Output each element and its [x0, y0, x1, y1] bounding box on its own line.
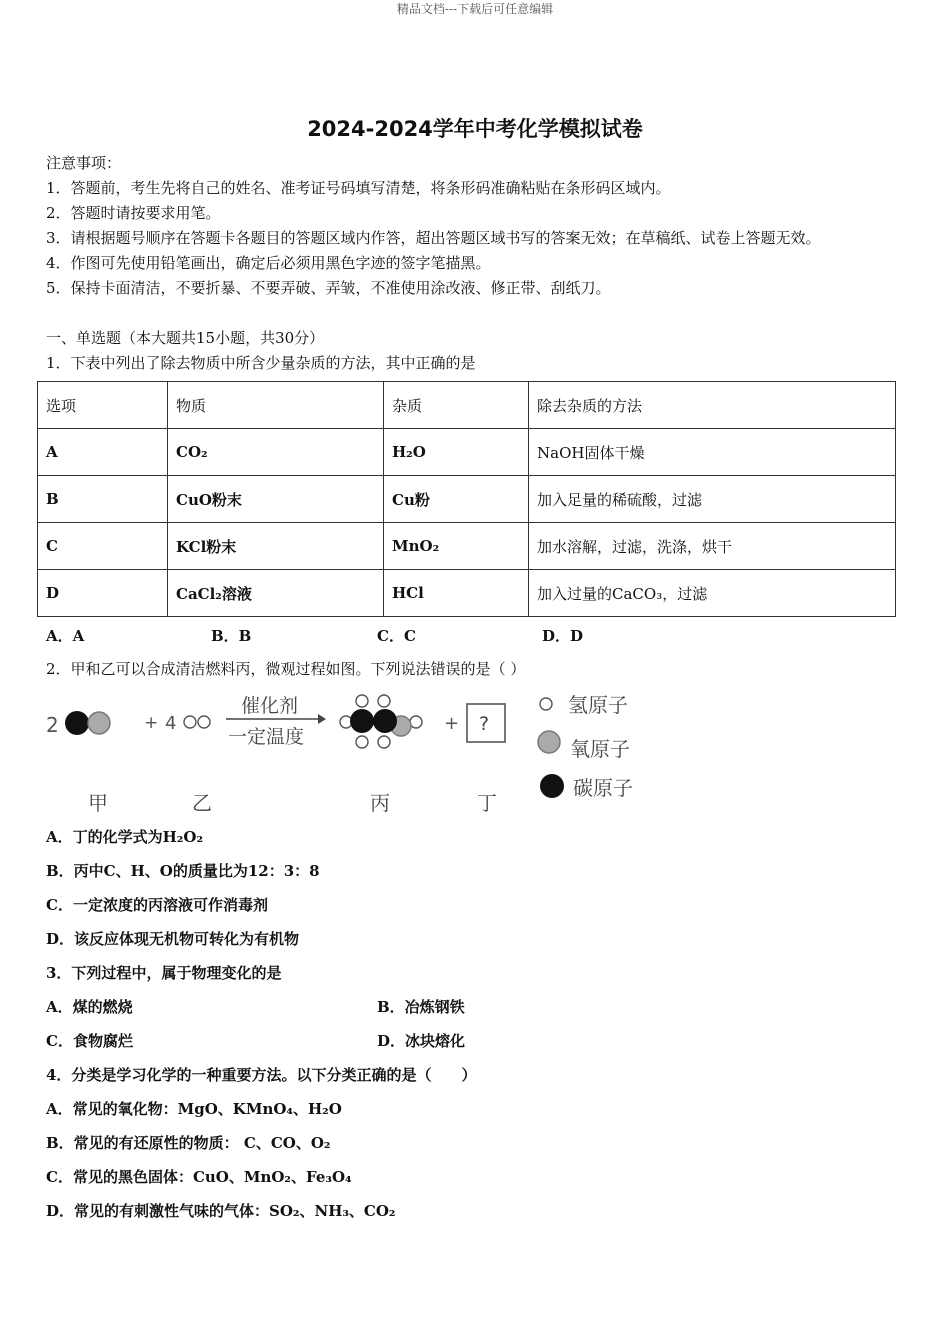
- header-note: 精品文档---下载后可任意编辑: [396, 2, 554, 16]
- table-header-cell: 选项: [38, 382, 168, 429]
- label-yi: 乙: [192, 791, 212, 815]
- table-row: [38, 570, 896, 617]
- legend-oxygen-label: 氧原子: [570, 737, 630, 761]
- q4-option-d: D．常见的有刺激性气味的气体：SO₂、NH₃、CO₂: [46, 1202, 396, 1220]
- hydrogen-atom: [410, 716, 422, 728]
- table-cell: HCl: [384, 570, 529, 617]
- condition-label: 一定温度: [228, 726, 305, 748]
- q2-option-b: B．丙中C、H、O的质量比为12：3：8: [46, 862, 320, 880]
- q2-option-a: A．丁的化学式为H₂O₂: [46, 828, 204, 846]
- q4-option-a: A．常见的氧化物：MgO、KMnO₄、H₂O: [46, 1100, 342, 1118]
- table-cell: B: [38, 476, 168, 523]
- q4-option-c: C．常见的黑色固体：CuO、MnO₂、Fe₃O₄: [46, 1168, 352, 1186]
- table-header-cell: 除去杂质的方法: [529, 382, 896, 429]
- legend-oxygen-icon: [538, 731, 560, 753]
- notice-item: 1．答题前，考生先将自己的姓名、准考证号码填写清楚，将条形码准确粘贴在条形码区域内。: [46, 179, 671, 197]
- carbon-atom: [65, 711, 89, 735]
- hydrogen-atom: [378, 736, 390, 748]
- hydrogen-atom: [198, 716, 210, 728]
- arrow-head-icon: [318, 714, 326, 724]
- q3-option-c: C．食物腐烂: [46, 1032, 133, 1050]
- table-row: [38, 523, 896, 570]
- carbon-atom: [350, 709, 374, 733]
- label-bing: 丙: [370, 791, 390, 815]
- catalyst-label: 催化剂: [241, 695, 299, 717]
- table-cell: H₂O: [384, 429, 529, 476]
- q2-option-c: C．一定浓度的丙溶液可作消毒剂: [46, 896, 268, 914]
- plus-sign: +: [144, 713, 159, 733]
- q2-stem: 2．甲和乙可以合成清洁燃料丙，微观过程如图。下列说法错误的是（ ）: [46, 660, 526, 678]
- table-cell: NaOH固体干燥: [529, 429, 896, 476]
- page-title: 2024-2024学年中考化学模拟试卷: [307, 117, 643, 141]
- legend-hydrogen-label: 氢原子: [568, 693, 628, 717]
- notice-heading: 注意事项：: [46, 154, 122, 172]
- table-cell: MnO₂: [384, 523, 529, 570]
- legend-carbon-icon: [540, 774, 564, 798]
- section-heading: 一、单选题（本大题共15小题，共30分）: [46, 329, 325, 347]
- legend-carbon-label: 碳原子: [573, 776, 633, 800]
- q2-reaction-diagram: [40, 688, 650, 818]
- carbon-atom: [373, 709, 397, 733]
- table-header-row: [38, 382, 896, 429]
- table-cell: 加入足量的稀硫酸，过滤: [529, 476, 896, 523]
- notice-item: 2．答题时请按要求用笔。: [46, 204, 221, 222]
- coef-yi: 4: [165, 713, 177, 734]
- notice-item: 3．请根据题号顺序在答题卡各题目的答题区域内作答，超出答题区域书写的答案无效；在草稿纸、试卷上答题无效。: [46, 229, 821, 247]
- notice-item: 4．作图可先使用铅笔画出，确定后必须用黑色字迹的签字笔描黑。: [46, 254, 491, 272]
- table-cell: CO₂: [168, 429, 384, 476]
- coef-jia: 2: [46, 713, 59, 737]
- hydrogen-atom: [378, 695, 390, 707]
- hydrogen-atom: [356, 695, 368, 707]
- q1-option-a: A．A: [46, 627, 85, 645]
- plus-sign: +: [444, 713, 460, 734]
- q3-option-d: D．冰块熔化: [377, 1032, 466, 1050]
- q3-stem: 3．下列过程中，属于物理变化的是: [46, 964, 282, 982]
- hydrogen-atom: [184, 716, 196, 728]
- q4-stem: 4．分类是学习化学的一种重要方法。以下分类正确的是（ ）: [46, 1066, 477, 1084]
- table-row: [38, 476, 896, 523]
- table-header-cell: 杂质: [384, 382, 529, 429]
- q3-option-a: A．煤的燃烧: [46, 998, 133, 1016]
- label-jia: 甲: [88, 791, 108, 815]
- table-cell: KCl粉末: [168, 523, 384, 570]
- q4-option-b: B．常见的有还原性的物质： C、CO、O₂: [46, 1134, 331, 1152]
- table-cell: D: [38, 570, 168, 617]
- table-cell: A: [38, 429, 168, 476]
- q1-stem: 1．下表中列出了除去物质中所含少量杂质的方法，其中正确的是: [46, 354, 476, 372]
- hydrogen-atom: [356, 736, 368, 748]
- oxygen-atom: [88, 712, 110, 734]
- table-cell: C: [38, 523, 168, 570]
- table-row: [38, 429, 896, 476]
- table-cell: 加入过量的CaCO₃，过滤: [529, 570, 896, 617]
- q3-option-b: B．冶炼钢铁: [377, 998, 465, 1016]
- q1-option-c: C．C: [377, 627, 416, 645]
- q1-option-b: B．B: [211, 627, 252, 645]
- table-cell: CaCl₂溶液: [168, 570, 384, 617]
- legend-hydrogen-icon: [540, 698, 552, 710]
- notice-item: 5．保持卡面清洁，不要折暴、不要弄破、弄皱，不准使用涂改液、修正带、刮纸刀。: [46, 279, 611, 297]
- q1-option-d: D．D: [542, 627, 584, 645]
- table-cell: Cu粉: [384, 476, 529, 523]
- unknown-product: ?: [479, 713, 490, 735]
- table-cell: 加水溶解，过滤，洗涤，烘干: [529, 523, 896, 570]
- q1-table: [37, 381, 896, 617]
- label-ding: 丁: [477, 791, 497, 815]
- table-cell: CuO粉末: [168, 476, 384, 523]
- q2-option-d: D．该反应体现无机物可转化为有机物: [46, 930, 300, 948]
- table-header-cell: 物质: [168, 382, 384, 429]
